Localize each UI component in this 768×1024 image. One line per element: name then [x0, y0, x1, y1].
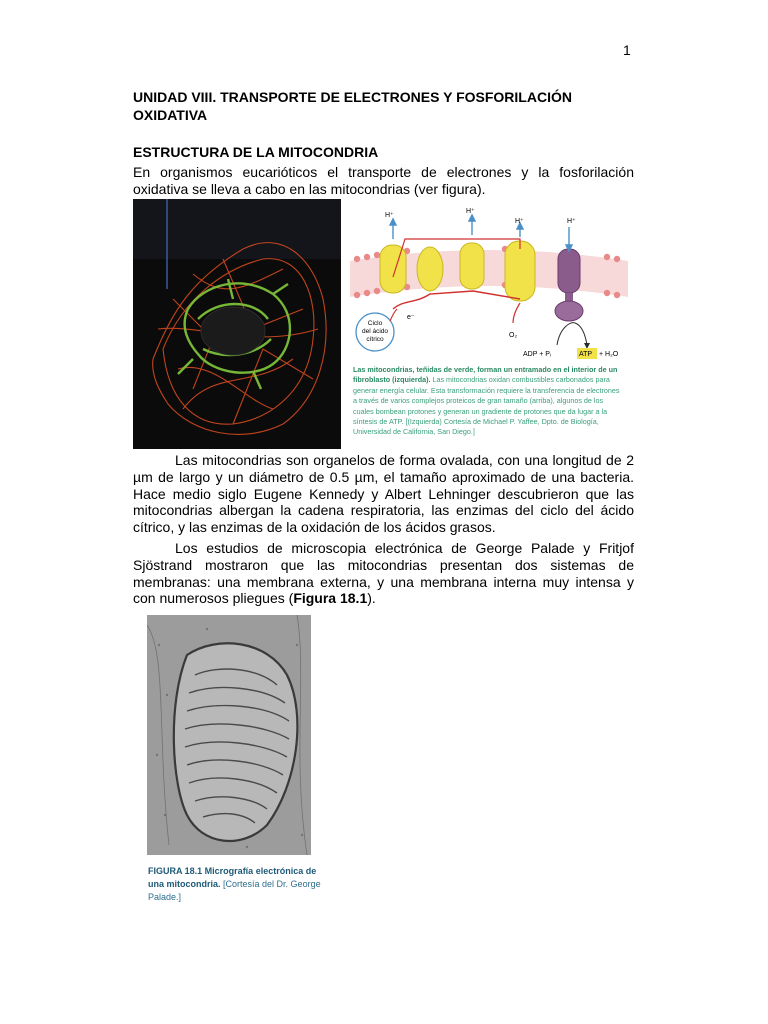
- proton-label: H⁺: [567, 218, 576, 225]
- section-heading: ESTRUCTURA DE LA MITOCONDRIA: [133, 144, 379, 160]
- complex-i: [380, 245, 406, 293]
- figure-reference: Figura 18.1: [293, 590, 368, 607]
- complex-ii: [417, 247, 443, 291]
- page-number: 1: [623, 42, 631, 58]
- complex-iv: [505, 241, 535, 301]
- citric-acid-cycle: [356, 309, 397, 351]
- proton-arrows: [390, 215, 572, 251]
- proton-label: H⁺: [515, 218, 524, 225]
- atp-synthase: [555, 249, 583, 321]
- adp-label: ADP + Pᵢ: [523, 351, 552, 358]
- mitochondrion-electron-micrograph: [147, 615, 311, 855]
- proton-label: H⁺: [466, 208, 475, 215]
- svg-text:del ácido: del ácido: [361, 328, 389, 335]
- atp-label: ATP: [579, 351, 593, 358]
- svg-text:Ciclo: Ciclo: [367, 320, 383, 327]
- oxygen-label: O₂: [509, 332, 518, 339]
- proton-label: H⁺: [385, 212, 394, 219]
- figure1-caption-bold: Las mitocondrias, teñidas de verde, forman un entramado en el interior de un fibroblasto (izquierda).: [353, 365, 618, 385]
- figure1-caption: [353, 365, 623, 438]
- figure2-caption-text: [Cortesía del Dr. George Palade.]: [148, 879, 321, 902]
- electron-label: e⁻: [407, 314, 415, 321]
- electron-path: [393, 291, 520, 309]
- water-label: + H₂O: [599, 351, 619, 358]
- fibroblast-micrograph: [133, 199, 341, 449]
- svg-text:cítrico: cítrico: [366, 336, 384, 343]
- figure2-caption: [148, 865, 328, 904]
- figure1-caption-text: Las mitocondrias oxidan combustibles carbonados para generar energía celular. Esta transformación requiere la transferencia de electrones a través de varios complejos proteicos de gran tamaño (arriba), algunos de los cuales bombean protones y generan un gradiente de protones que da lugar a la síntesis de ATP. [(Izquierda) Cortesía de Michael P. Yaffee, Dpto. de Biología, Universidad de California, San Diego.]: [353, 375, 620, 437]
- body-paragraph: Los estudios de microscopia electrónica de George Palade y Fritjof Sjöstrand mostraron que las mitocondrias presentan dos sistemas de membranas: una membrana externa, y una membrana interna muy intensa y con numerosos pliegues (Figura 18.1).: [133, 540, 634, 607]
- unit-title: UNIDAD VIII. TRANSPORTE DE ELECTRONES Y FOSFORILACIÓN OXIDATIVA: [133, 89, 572, 123]
- intro-paragraph: En organismos eucarióticos el transporte de electrones y la fosforilación oxidativa se lleva a cabo en las mitocondrias (ver figura).: [133, 164, 634, 197]
- body-paragraph: Las mitocondrias son organelos de forma ovalada, con una longitud de 2 µm de largo y un diámetro de 0.5 µm, el tamaño aproximado de una bacteria. Hace medio siglo Eugene Kennedy y Albert Lehninger descubrieron que las mitocondrias albergan la cadena respiratoria, las enzimas del ciclo del ácido cítrico, y las enzimas de la oxidación de los ácidos grasos.: [133, 452, 634, 536]
- complex-iii: [460, 243, 484, 289]
- figure2-caption-bold: FIGURA 18.1 Micrografía electrónica de una mitocondria.: [148, 866, 317, 889]
